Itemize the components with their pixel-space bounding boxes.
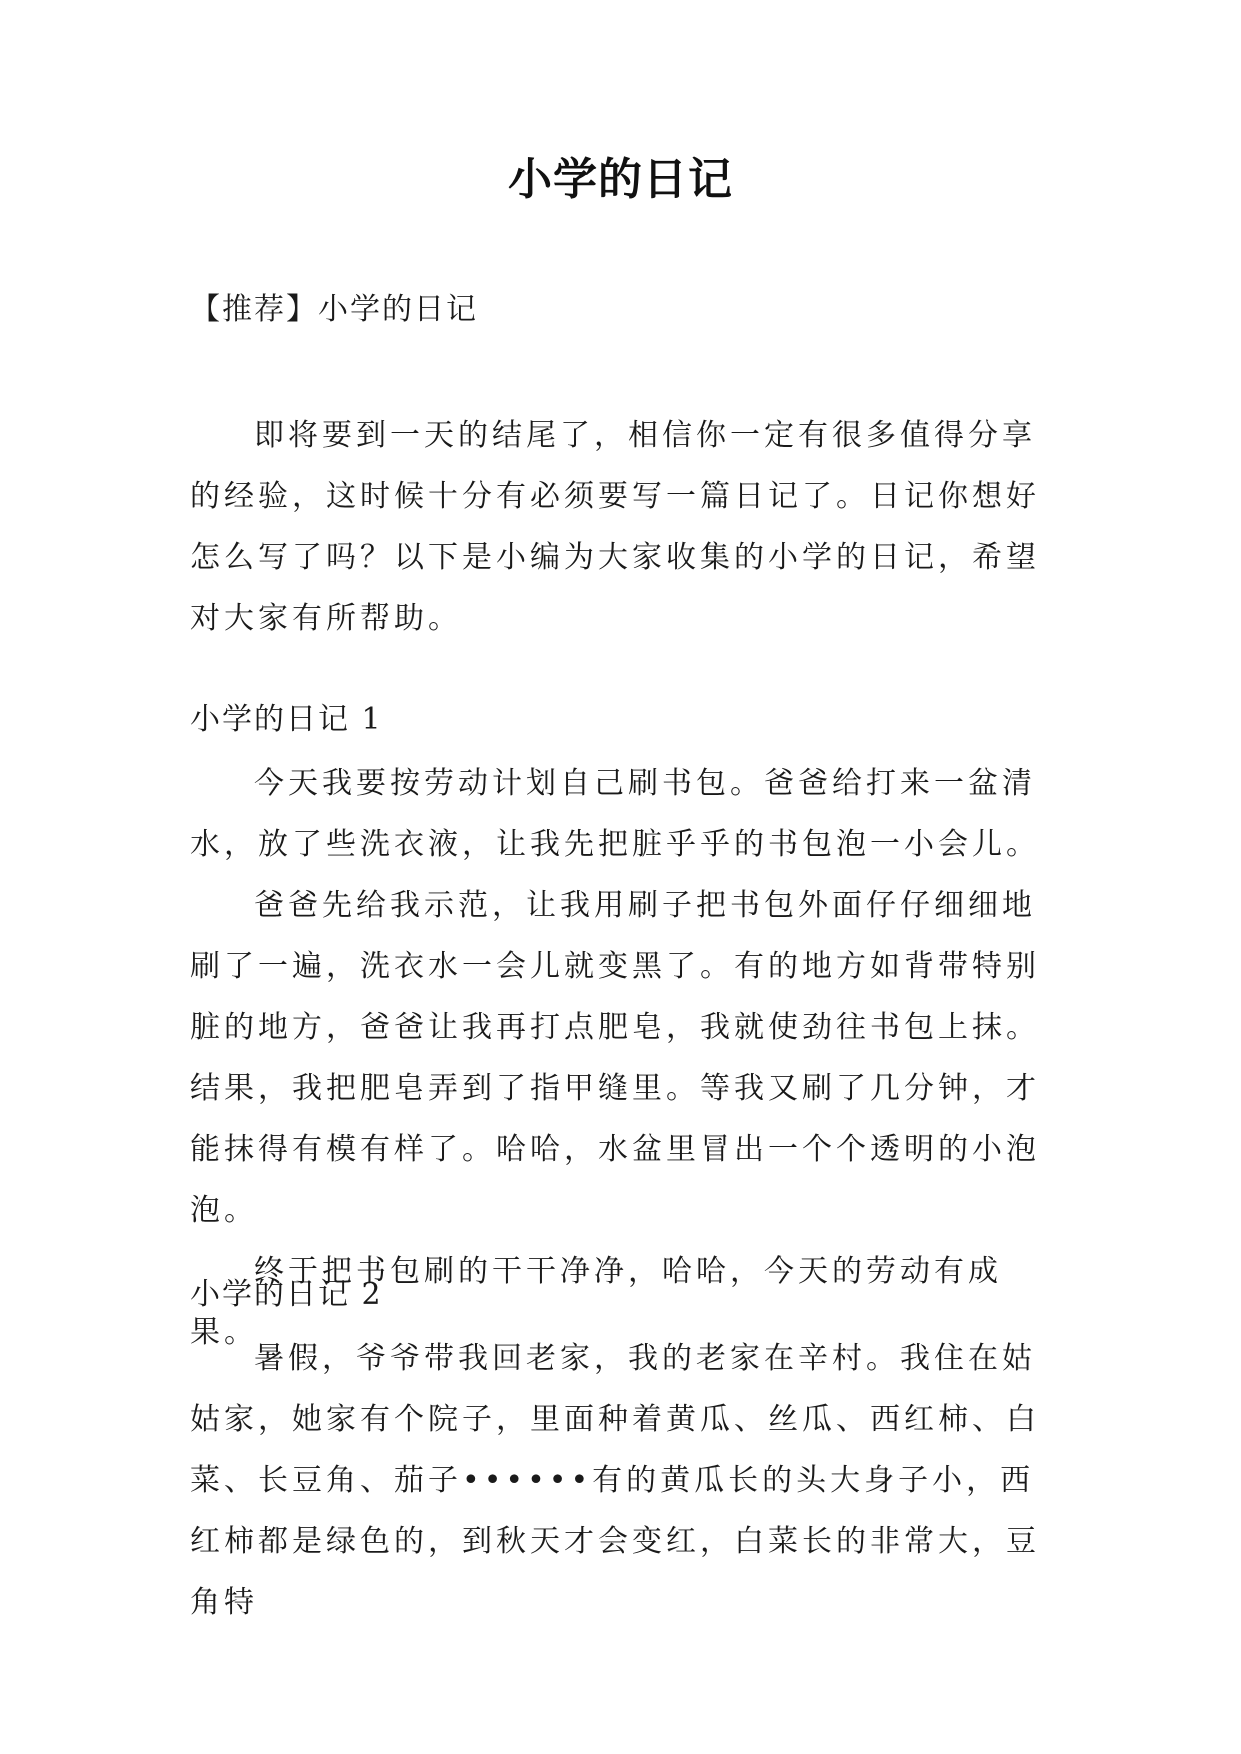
intro-paragraph: 即将要到一天的结尾了，相信你一定有很多值得分享的经验，这时候十分有必须要写一篇日记了。日记你想好怎么写了吗？以下是小编为大家收集的小学的日记，希望对大家有所帮助。 [190, 418, 1040, 636]
section-1-body [190, 753, 1050, 1363]
section-heading-2: 小学的日记 2 [190, 1277, 383, 1312]
recommend-subtitle: 【推荐】小学的日记 [190, 292, 478, 327]
section-2-body [190, 1328, 1050, 1633]
intro-paragraph-block [190, 405, 1050, 649]
section-heading-1: 小学的日记 1 [190, 702, 383, 737]
section-1-paragraph-3: 终于把书包刷的干干净净，哈哈，今天的劳动有成果。 [190, 1254, 1002, 1350]
page-title: 小学的日记 [508, 154, 733, 205]
section-1-paragraph-1: 今天我要按劳动计划自己刷书包。爸爸给打来一盆清水，放了些洗衣液，让我先把脏乎乎的书包泡一小会儿。 [190, 766, 1040, 862]
section-1-paragraph-2: 爸爸先给我示范，让我用刷子把书包外面仔仔细细地刷了一遍，洗衣水一会儿就变黑了。有的地方如背带特别脏的地方，爸爸让我再打点肥皂，我就使劲往书包上抹。结果，我把肥皂弄到了指甲缝里。等我又刷了几分钟，才能抹得有模有样了。哈哈，水盆里冒出一个个透明的小泡泡。 [190, 888, 1040, 1228]
section-2-paragraph-1: 暑假，爷爷带我回老家，我的老家在辛村。我住在姑姑家，她家有个院子，里面种着黄瓜、丝瓜、西红柿、白菜、长豆角、茄子••••••有的黄瓜长的头大身子小，西红柿都是绿色的，到秋天才会变红，白菜长的非常大，豆角特 [190, 1341, 1040, 1620]
